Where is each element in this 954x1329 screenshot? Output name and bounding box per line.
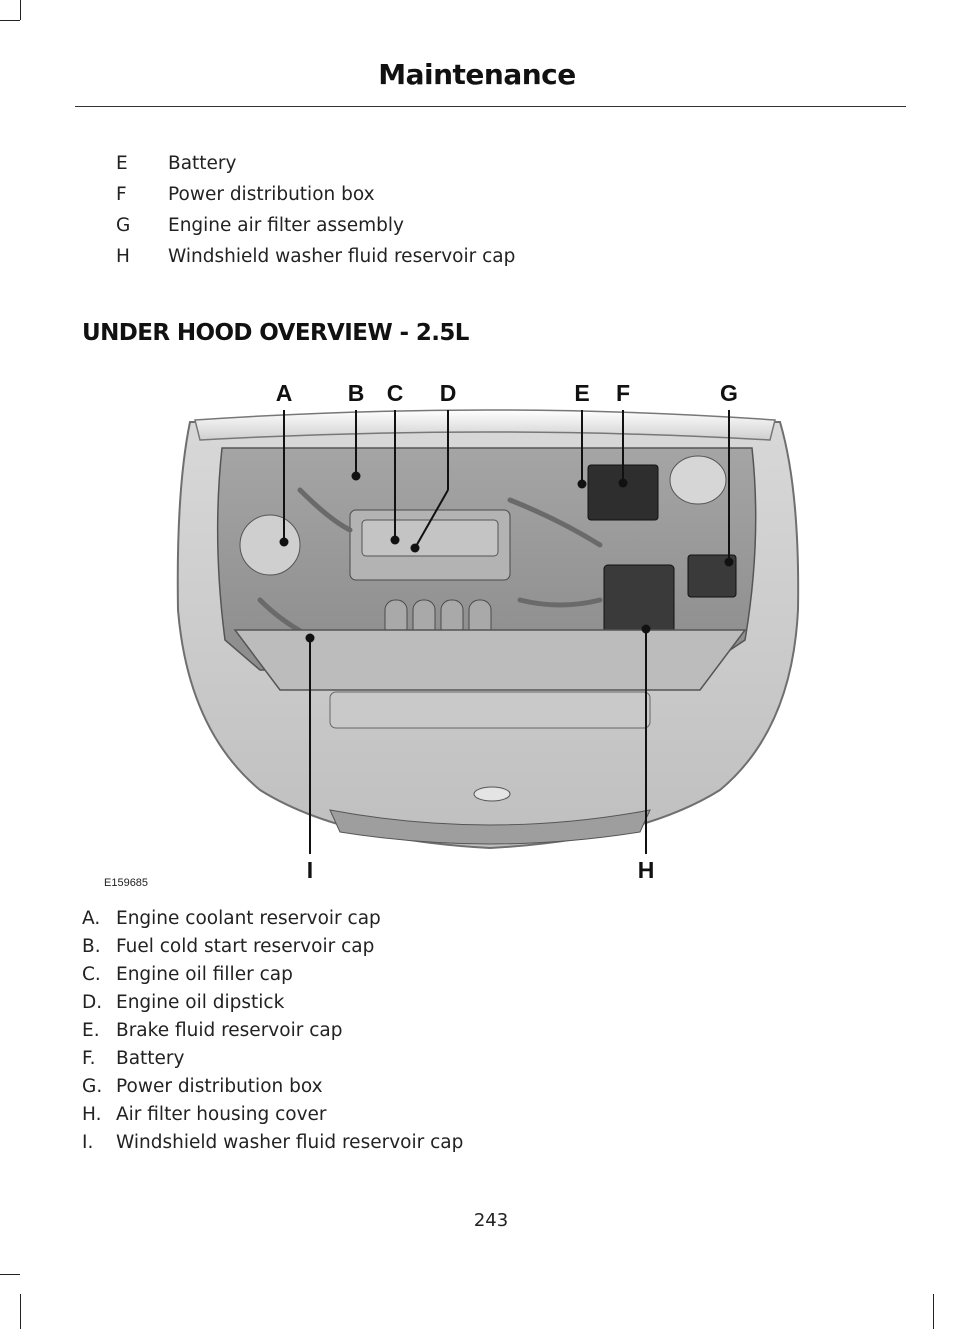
crop-mark-bottom-left-v <box>20 1294 21 1329</box>
legend-text: Battery <box>116 1048 185 1069</box>
engine-bay-figure <box>0 370 954 900</box>
valve-cover <box>362 520 498 556</box>
legend-key: F. <box>82 1048 96 1069</box>
callout-label-c: C <box>386 380 404 406</box>
list-text: Power distribution box <box>168 184 375 205</box>
legend-item <box>82 1104 463 1132</box>
title-rule <box>75 106 906 107</box>
callout-label-i: I <box>306 857 314 883</box>
front-emblem <box>474 787 510 801</box>
callout-label-e: E <box>574 380 590 406</box>
list-key: G <box>116 215 131 236</box>
page-number: 243 <box>473 1210 509 1231</box>
legend-item <box>82 992 463 1020</box>
list-key: H <box>116 246 130 267</box>
page-title: Maintenance <box>378 58 576 91</box>
legend-key: E. <box>82 1020 100 1041</box>
figure-legend-list <box>82 908 463 1160</box>
legend-item <box>82 936 463 964</box>
callout-label-f: F <box>615 380 631 406</box>
legend-text: Engine oil filler cap <box>116 964 293 985</box>
crop-mark-top-left-h <box>0 20 20 21</box>
callout-label-h: H <box>637 857 655 883</box>
list-text: Battery <box>168 153 237 174</box>
legend-key: A. <box>82 908 101 929</box>
legend-item <box>82 1132 463 1160</box>
crop-mark-bottom-right-v <box>933 1294 934 1329</box>
coolant-reservoir <box>240 515 300 575</box>
callout-label-a: A <box>275 380 293 406</box>
washer-reservoir <box>670 456 726 504</box>
legend-item <box>82 1048 463 1076</box>
list-key: F <box>116 184 127 205</box>
legend-text: Engine coolant reservoir cap <box>116 908 381 929</box>
legend-key: B. <box>82 936 101 957</box>
legend-item <box>82 964 463 992</box>
legend-key: G. <box>82 1076 103 1097</box>
section-heading: UNDER HOOD OVERVIEW - 2.5L <box>82 320 469 346</box>
list-text: Windshield washer fluid reservoir cap <box>168 246 516 267</box>
engine-bay-illustration <box>0 370 954 900</box>
callout-label-d: D <box>439 380 457 406</box>
crop-mark-bottom-left-h <box>0 1274 20 1275</box>
legend-key: D. <box>82 992 103 1013</box>
legend-item <box>82 1020 463 1048</box>
crop-mark-top-left-v <box>20 0 21 20</box>
list-item <box>116 246 515 277</box>
list-item <box>116 184 515 215</box>
legend-key: C. <box>82 964 101 985</box>
continued-legend-list <box>116 153 515 277</box>
legend-text: Power distribution box <box>116 1076 323 1097</box>
legend-item <box>82 1076 463 1104</box>
legend-text: Brake fluid reservoir cap <box>116 1020 343 1041</box>
callout-label-g: G <box>720 380 738 406</box>
legend-text: Windshield washer fluid reservoir cap <box>116 1132 464 1153</box>
legend-key: H. <box>82 1104 102 1125</box>
list-item <box>116 215 515 246</box>
legend-text: Engine oil dipstick <box>116 992 285 1013</box>
list-key: E <box>116 153 128 174</box>
front-panel <box>330 692 650 728</box>
callout-label-b: B <box>347 380 365 406</box>
legend-text: Air filter housing cover <box>116 1104 327 1125</box>
list-text: Engine air filter assembly <box>168 215 405 236</box>
list-item <box>116 153 515 184</box>
legend-key: I. <box>82 1132 94 1153</box>
legend-text: Fuel cold start reservoir cap <box>116 936 375 957</box>
legend-item <box>82 908 463 936</box>
figure-code: E159685 <box>104 877 149 889</box>
